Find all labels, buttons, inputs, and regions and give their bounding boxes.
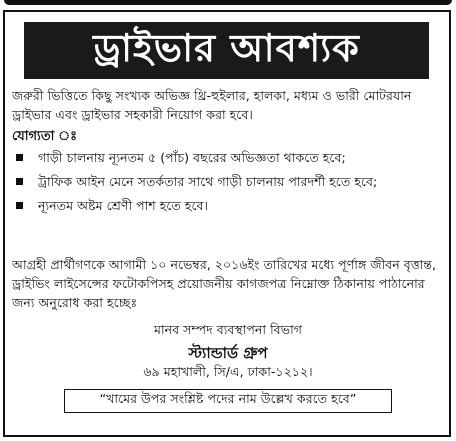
- square-bullet-icon: [16, 154, 23, 161]
- square-bullet-icon: [16, 202, 23, 209]
- ad-title-banner: ড্রাইভার আবশ্যক: [24, 22, 429, 79]
- intro-paragraph: জরুরী ভিত্তিতে কিছু সংখ্যক অভিজ্ঞ থ্রি-হুইলার, হালকা, মধ্যম ও ভারী মোটরযান ড্রাইভার এবং ড্রাইভার সহকারী নিয়োগ করা হবে।: [12, 88, 412, 122]
- qualification-text: ট্রাফিক আইন মেনে সতর্কতার সাথে গাড়ী চালনায় পারদর্শী হতে হবে;: [38, 174, 378, 189]
- envelope-note-text: “খামের উপর সংশ্লিষ্ট পদের নাম উল্লেখ করতে হবে”: [99, 391, 357, 406]
- top-rule: [4, 0, 452, 5]
- envelope-note-box: [64, 389, 392, 413]
- qualification-text: গাড়ী চালনায় ন্যূনতম ৫ (পাঁচ) বছরের অভিজ্ঞতা থাকতে হবে;: [38, 150, 346, 165]
- qualification-heading: যোগ্যতা ঃ: [12, 129, 78, 144]
- company-name: স্ট্যান্ডার্ড গ্রুপ: [188, 344, 268, 362]
- application-instructions: আগ্রহী প্রার্থীগণকে আগামী ১০ নভেম্বর, ২০১৬ইং তারিখের মধ্যে পূর্ণাঙ্গ জীবন বৃত্তান্ত, ড্রাইভিং লাইসেন্সের ফটোকপিসহ প্রয়োজনীয় কাগজপত্র নিম্নোক্ত ঠিকানায় পাঠানোর জন্য অনুরোধ করা হচ্ছেঃ: [12, 257, 437, 310]
- qualification-item: [12, 172, 442, 191]
- qualification-list: [12, 148, 442, 220]
- square-bullet-icon: [16, 178, 23, 185]
- company-address: ৬৯ মহাখালী, সি/এ, ঢাকা-১২১২।: [143, 364, 313, 379]
- department-name: মানব সম্পদ ব্যবস্থাপনা বিভাগ: [154, 322, 302, 337]
- qualification-item: [12, 148, 442, 167]
- qualification-item: [12, 196, 442, 215]
- qualification-text: ন্যূনতম অষ্টম শ্রেণী পাশ হতে হবে।: [38, 198, 209, 213]
